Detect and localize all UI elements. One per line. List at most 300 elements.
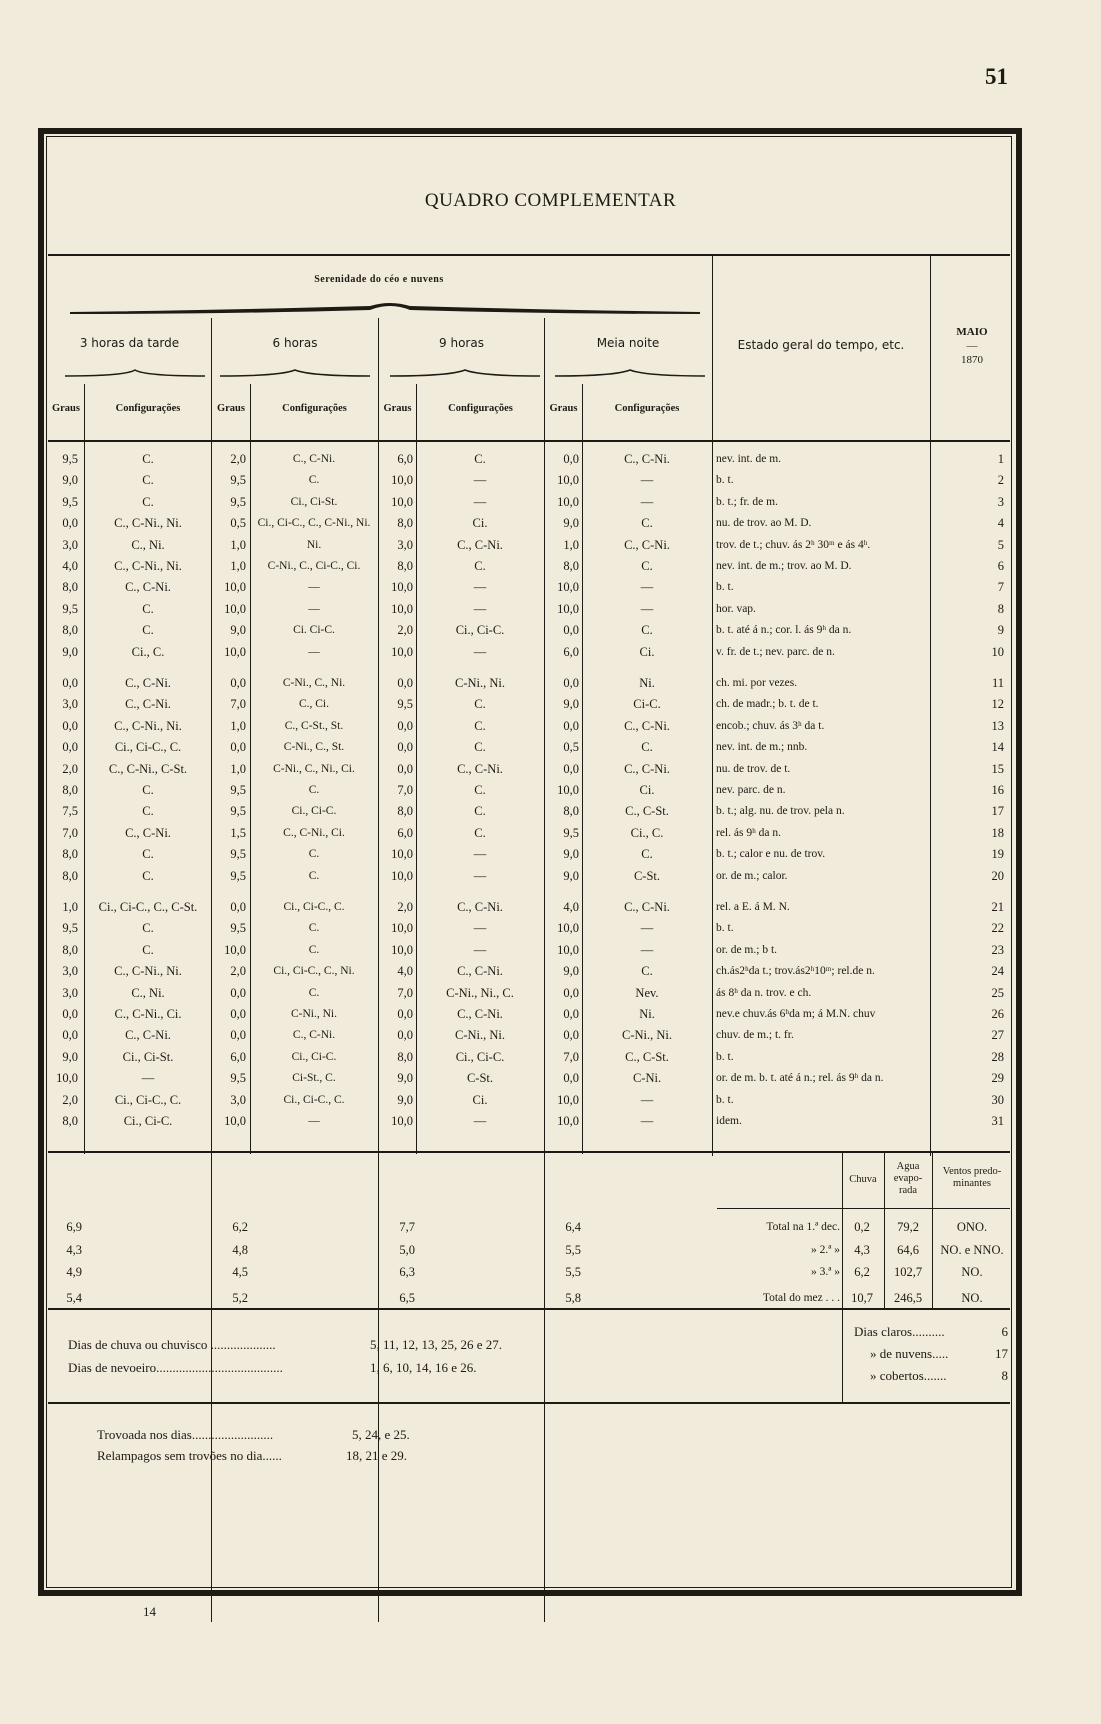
- graus-header-2: Graus: [216, 403, 245, 414]
- cell-graus-3h: 9,5: [62, 452, 78, 466]
- cell-config-3h: C., Ni.: [131, 985, 165, 1000]
- cell-config-mn: —: [640, 494, 654, 509]
- cell-config-6h: C., C-Ni., Ci.: [283, 826, 345, 839]
- cell-config-9h: C.: [474, 804, 486, 819]
- cell-config-3h: Ci., Ci-C., C.: [114, 1092, 182, 1107]
- cell-config-mn: C.: [641, 847, 653, 862]
- summary-gm: 5,8: [565, 1291, 581, 1305]
- nuvens-label: » de nuvens.....: [870, 1346, 949, 1361]
- cell-dia: 30: [991, 1092, 1004, 1107]
- cell-estado: b. t. até á n.; cor. l. ás 9ʰ da n.: [716, 624, 852, 637]
- cell-graus-9h: 10,0: [391, 580, 413, 595]
- cell-config-9h: —: [473, 580, 487, 595]
- cell-graus-3h: 8,0: [62, 623, 78, 638]
- cell-config-9h: Ci., Ci-C.: [455, 623, 505, 638]
- cell-config-mn: Ni.: [639, 676, 655, 690]
- cell-config-3h: C., C-Ni., Ci.: [114, 1007, 182, 1021]
- config-header-1: Configurações: [115, 403, 181, 414]
- cell-graus-mn: 9,5: [563, 825, 579, 840]
- cell-config-mn: —: [640, 473, 654, 488]
- cell-config-6h: Ci., Ci-St.: [290, 495, 338, 508]
- cell-estado: nev. int. de m.: [716, 453, 782, 465]
- cell-graus-mn: 10,0: [557, 580, 579, 595]
- summary-label: » 3.ª »: [810, 1266, 840, 1278]
- cell-estado: nev. int. de m.; trov. ao M. D.: [716, 560, 852, 572]
- summary-g3: 4,3: [66, 1243, 82, 1257]
- cell-graus-3h: 3,0: [62, 697, 78, 712]
- cell-graus-mn: 7,0: [563, 1049, 579, 1064]
- cell-config-6h: C.: [308, 943, 320, 956]
- agua-header: Agua evapo-rada: [893, 1161, 923, 1196]
- cell-config-mn: C., C-Ni.: [624, 537, 670, 552]
- cell-graus-mn: 8,0: [563, 559, 579, 573]
- cell-config-3h: C.: [142, 473, 154, 488]
- config-header-2: Configurações: [282, 403, 347, 414]
- cell-graus-mn: 0,0: [563, 761, 579, 776]
- cell-graus-3h: 9,0: [62, 473, 78, 488]
- cell-dia: 22: [991, 921, 1004, 936]
- ventos-header: Ventos predo-minantes: [942, 1166, 1002, 1189]
- cell-graus-9h: 8,0: [397, 559, 413, 573]
- cell-graus-6h: 10,0: [224, 942, 246, 957]
- cell-config-3h: C., C-Ni., Ni.: [114, 559, 182, 573]
- cell-graus-3h: 8,0: [62, 942, 78, 957]
- maio-label: MAIO: [956, 326, 988, 338]
- cell-config-3h: C.: [142, 783, 154, 797]
- cell-graus-mn: 8,0: [563, 804, 579, 819]
- cell-config-9h: —: [473, 868, 487, 883]
- cell-graus-6h: 9,5: [230, 804, 246, 819]
- cell-config-3h: C., C-Ni., C-St.: [108, 761, 188, 776]
- cell-graus-3h: 9,0: [62, 1049, 78, 1064]
- cell-estado: encob.; chuv. ás 3ʰ da t.: [716, 719, 825, 732]
- cell-graus-9h: 9,5: [397, 697, 413, 712]
- config-header-4: Configurações: [614, 403, 680, 414]
- cell-config-6h: Ci. Ci-C.: [293, 624, 335, 637]
- cell-config-3h: Ci., Ci-C., C., C-St.: [98, 900, 198, 914]
- summary-chuva: 10,7: [851, 1291, 873, 1305]
- cell-graus-3h: 0,0: [62, 718, 78, 733]
- cell-graus-6h: 0,0: [230, 985, 246, 1000]
- col-divider-maio: [930, 256, 931, 1156]
- cell-graus-9h: 8,0: [397, 804, 413, 819]
- summary-g3: 5,4: [66, 1291, 82, 1305]
- cell-estado: or. de m.; calor.: [716, 869, 788, 882]
- cell-config-6h: C.: [308, 848, 320, 861]
- cell-graus-3h: 10,0: [56, 1071, 78, 1086]
- cell-graus-6h: 0,0: [230, 900, 246, 914]
- cell-config-mn: Ci.: [639, 783, 655, 797]
- cell-graus-9h: 7,0: [397, 985, 413, 1000]
- cell-config-mn: C-Ni., Ni.: [622, 1028, 672, 1043]
- cell-graus-6h: 6,0: [230, 1049, 246, 1064]
- summary-header-rule: [717, 1208, 1010, 1209]
- cell-graus-9h: 10,0: [391, 942, 413, 957]
- cell-config-6h: —: [308, 1115, 320, 1127]
- cell-config-mn: C-St.: [633, 868, 661, 883]
- cell-graus-mn: 4,0: [563, 900, 579, 914]
- cell-graus-3h: 2,0: [62, 761, 78, 776]
- cell-graus-6h: 0,0: [230, 1007, 246, 1021]
- cell-config-9h: C-Ni., Ni.: [455, 1028, 505, 1043]
- cell-graus-9h: 10,0: [391, 473, 413, 488]
- cell-dia: 7: [997, 580, 1004, 595]
- cell-config-6h: C-Ni., C., Ci-C., Ci.: [267, 560, 361, 572]
- cell-config-mn: Ci.: [639, 644, 655, 659]
- page-number: 51: [985, 64, 1008, 89]
- cell-dia: 25: [991, 985, 1004, 1000]
- cell-config-mn: —: [640, 580, 654, 595]
- cell-config-mn: C.: [641, 740, 653, 755]
- cell-graus-mn: 0,0: [563, 1007, 579, 1021]
- cell-config-mn: C.: [641, 516, 653, 531]
- cell-config-mn: C.: [641, 964, 653, 979]
- cell-config-3h: C., Ni.: [131, 537, 165, 552]
- cell-config-6h: C-Ni., C., Ni., Ci.: [273, 762, 355, 775]
- cell-graus-mn: 0,0: [563, 676, 579, 690]
- cell-graus-9h: 8,0: [397, 1049, 413, 1064]
- cell-dia: 15: [991, 761, 1004, 776]
- cell-graus-mn: 1,0: [563, 537, 579, 552]
- summary-g3: 6,9: [66, 1220, 82, 1234]
- cell-graus-mn: 10,0: [557, 1114, 579, 1128]
- cell-estado: ch. de madr.; b. t. de t.: [716, 698, 819, 711]
- cell-graus-mn: 0,0: [563, 718, 579, 733]
- cell-config-9h: —: [473, 921, 487, 936]
- cell-graus-3h: 8,0: [62, 847, 78, 862]
- cell-graus-mn: 10,0: [557, 494, 579, 509]
- cell-config-6h: —: [308, 645, 320, 658]
- cell-config-6h: C., Ci.: [298, 698, 330, 711]
- cell-config-9h: C., C-Ni.: [457, 900, 503, 914]
- cell-estado: idem.: [716, 1115, 742, 1127]
- cell-config-6h: Ni.: [306, 538, 322, 551]
- cell-graus-9h: 3,0: [397, 537, 413, 552]
- cell-graus-9h: 0,0: [397, 740, 413, 755]
- cell-dia: 14: [991, 740, 1004, 755]
- cell-graus-9h: 10,0: [391, 847, 413, 862]
- cell-config-9h: C., C-Ni.: [457, 1007, 503, 1021]
- footer-mid-rule: [48, 1402, 1010, 1404]
- cell-config-3h: C.: [142, 601, 154, 616]
- cell-config-6h: Ci., Ci-C., C., Ni.: [273, 965, 355, 978]
- graus-header-4: Graus: [549, 403, 578, 414]
- cell-estado: or. de m.; b t.: [716, 943, 778, 956]
- cell-config-6h: Ci., Ci-C.: [291, 1050, 337, 1063]
- summary-g3: 4,9: [66, 1265, 82, 1279]
- cell-estado: b. t.: [716, 922, 734, 935]
- cell-graus-6h: 0,5: [230, 516, 246, 531]
- cell-graus-3h: 0,0: [62, 740, 78, 755]
- summary-g6: 4,8: [232, 1243, 248, 1257]
- summary-agua: 102,7: [893, 1265, 923, 1279]
- cell-config-9h: C.: [474, 559, 486, 573]
- cell-config-3h: C., C-Ni., Ni.: [114, 718, 182, 733]
- relampagos-value: 18, 21 e 29.: [346, 1448, 408, 1463]
- cell-config-3h: Ci., C.: [131, 644, 165, 659]
- cell-graus-6h: 9,5: [230, 494, 246, 509]
- nuvens-value: 17: [995, 1346, 1008, 1361]
- cell-graus-mn: 10,0: [557, 942, 579, 957]
- cell-graus-9h: 9,0: [397, 1071, 413, 1086]
- cell-graus-mn: 9,0: [563, 868, 579, 883]
- cell-config-9h: —: [473, 942, 487, 957]
- cell-graus-3h: 2,0: [62, 1092, 78, 1107]
- cell-graus-9h: 10,0: [391, 601, 413, 616]
- graus-header-3: Graus: [383, 403, 412, 414]
- cell-config-9h: C-St.: [466, 1071, 494, 1086]
- cell-config-9h: —: [473, 601, 487, 616]
- cell-config-3h: C.: [142, 452, 154, 466]
- cell-estado: ás 8ʰ da n. trov. e ch.: [716, 986, 812, 999]
- grid-v1: [84, 442, 85, 1154]
- cell-graus-6h: 3,0: [230, 1092, 246, 1107]
- cell-estado: b. t.; fr. de m.: [716, 495, 778, 508]
- cell-graus-mn: 10,0: [557, 601, 579, 616]
- cell-config-6h: C.: [308, 784, 320, 796]
- cell-config-9h: C-Ni., Ni.: [455, 676, 505, 690]
- cell-config-6h: Ci., Ci-C., C., C-Ni., Ni.: [257, 517, 371, 530]
- cell-config-9h: Ci.: [472, 516, 488, 531]
- cell-dia: 26: [991, 1007, 1004, 1021]
- cell-graus-3h: 0,0: [62, 1028, 78, 1043]
- cell-config-3h: C., C-Ni., Ni.: [114, 516, 182, 531]
- cell-graus-3h: 1,0: [62, 900, 78, 914]
- table-title: QUADRO COMPLEMENTAR: [424, 190, 677, 211]
- cell-graus-9h: 2,0: [397, 900, 413, 914]
- cell-config-mn: —: [640, 1114, 654, 1128]
- cell-config-6h: C., C-Ni.: [292, 1029, 336, 1042]
- cell-config-9h: C., C-Ni.: [457, 761, 503, 776]
- cell-config-9h: —: [473, 644, 487, 659]
- cell-graus-mn: 10,0: [557, 783, 579, 797]
- summary-gm: 6,4: [565, 1220, 581, 1234]
- cell-config-6h: C-Ni., C., Ni.: [282, 677, 346, 689]
- cell-estado: nev.e chuv.ás 6ʰda m; á M.N. chuv: [716, 1008, 876, 1020]
- cell-graus-9h: 6,0: [397, 452, 413, 466]
- cell-config-3h: Ci., Ci-C., C.: [114, 740, 182, 755]
- summary-chuva: 0,2: [854, 1220, 870, 1234]
- cell-dia: 3: [997, 494, 1004, 509]
- cell-config-6h: —: [308, 581, 320, 594]
- cell-dia: 8: [997, 601, 1004, 616]
- cell-config-mn: Ci., C.: [630, 825, 664, 840]
- cell-config-3h: C., C-Ni.: [125, 825, 171, 840]
- maio-header: [932, 325, 1012, 367]
- cell-graus-mn: 10,0: [557, 1092, 579, 1107]
- cell-graus-mn: 0,0: [563, 623, 579, 638]
- cell-graus-6h: 2,0: [230, 452, 246, 466]
- cell-graus-3h: 0,0: [62, 516, 78, 531]
- cell-graus-6h: 10,0: [224, 644, 246, 659]
- cell-config-9h: C.: [474, 825, 486, 840]
- cell-dia: 19: [991, 847, 1004, 862]
- cell-estado: b. t.; calor e nu. de trov.: [716, 848, 826, 861]
- cell-graus-3h: 8,0: [62, 580, 78, 595]
- cell-graus-9h: 8,0: [397, 516, 413, 531]
- cell-graus-6h: 9,5: [230, 473, 246, 488]
- cell-graus-3h: 9,5: [62, 601, 78, 616]
- relampagos-label: Relampagos sem trovões no dia......: [97, 1448, 282, 1463]
- cell-graus-mn: 9,0: [563, 847, 579, 862]
- cell-estado: rel. a E. á M. N.: [716, 901, 790, 913]
- cell-graus-3h: 7,0: [62, 825, 78, 840]
- footer-top-rule: [48, 1308, 1010, 1310]
- summary-top-rule: [48, 1151, 1010, 1153]
- cell-graus-9h: 2,0: [397, 623, 413, 638]
- cell-graus-6h: 7,0: [230, 697, 246, 712]
- trovoada-label: Trovoada nos dias.........................: [97, 1427, 274, 1442]
- header-top-rule: [48, 254, 1010, 256]
- period-divider-1: [211, 318, 212, 440]
- cell-graus-9h: 0,0: [397, 1028, 413, 1043]
- cell-graus-9h: 10,0: [391, 644, 413, 659]
- cell-config-9h: C., C-Ni.: [457, 964, 503, 979]
- cell-estado: b. t.; alg. nu. de trov. pela n.: [716, 805, 845, 818]
- cell-graus-6h: 0,0: [230, 740, 246, 755]
- cell-dia: 12: [991, 697, 1004, 712]
- cell-graus-6h: 10,0: [224, 1114, 246, 1128]
- cell-config-3h: C., C-Ni.: [125, 580, 171, 595]
- cell-graus-mn: 9,0: [563, 516, 579, 531]
- footer-divider: [842, 1310, 843, 1402]
- cell-config-mn: C., C-St.: [625, 804, 669, 819]
- chuva-days-value: 5, 11, 12, 13, 25, 26 e 27.: [370, 1337, 503, 1352]
- cell-config-6h: C., C-Ni.: [292, 453, 336, 465]
- cell-graus-9h: 0,0: [397, 1007, 413, 1021]
- cell-config-mn: —: [640, 1092, 654, 1107]
- maio-year: 1870: [961, 354, 983, 366]
- cell-estado: b. t.: [716, 1093, 734, 1106]
- cell-graus-6h: 1,0: [230, 559, 246, 573]
- nevoeiro-days-value: 1, 6, 10, 14, 16 e 26.: [370, 1360, 477, 1375]
- summary-label: Total do mez . . .: [762, 1292, 840, 1304]
- cell-graus-3h: 7,5: [62, 804, 78, 819]
- cell-config-6h: Ci., Ci-C.: [291, 805, 337, 818]
- cell-graus-6h: 10,0: [224, 580, 246, 595]
- cell-config-3h: C., C-Ni.: [125, 676, 171, 690]
- header-bottom-rule: [48, 440, 1010, 442]
- cell-estado: b. t.: [716, 1050, 734, 1063]
- summary-ventos: NO.: [961, 1265, 983, 1279]
- cell-config-3h: C.: [142, 623, 154, 638]
- cell-estado: rel. ás 9ʰ da n.: [716, 826, 782, 839]
- cell-dia: 4: [997, 516, 1004, 531]
- summary-label: Total na 1.ª dec.: [766, 1221, 840, 1233]
- cell-config-9h: —: [473, 494, 487, 509]
- summary-label: » 2.ª »: [810, 1244, 840, 1256]
- cell-graus-9h: 0,0: [397, 761, 413, 776]
- cell-dia: 31: [991, 1114, 1004, 1128]
- summary-g6: 5,2: [232, 1291, 248, 1305]
- cell-graus-6h: 10,0: [224, 601, 246, 616]
- chuva-days-label: Dias de chuva ou chuvisco ....................: [68, 1337, 276, 1352]
- cell-graus-6h: 1,0: [230, 761, 246, 776]
- cell-graus-6h: 9,5: [230, 783, 246, 797]
- cell-config-9h: —: [473, 1114, 487, 1128]
- cell-config-mn: Ci-C.: [633, 697, 661, 712]
- cell-dia: 9: [997, 623, 1004, 638]
- cell-graus-3h: 3,0: [62, 537, 78, 552]
- period-divider-3: [544, 318, 545, 440]
- cell-config-9h: C.: [474, 718, 486, 733]
- cell-config-mn: —: [640, 601, 654, 616]
- summary-chuva: 6,2: [854, 1265, 870, 1279]
- summary-g6: 4,5: [232, 1265, 248, 1279]
- cell-config-3h: C., C-Ni.: [125, 1028, 171, 1043]
- summary-ventos: NO.: [961, 1291, 983, 1305]
- cell-graus-mn: 9,0: [563, 697, 579, 712]
- cell-estado: or. de m. b. t. até á n.; rel. ás 9ʰ da n.: [716, 1072, 884, 1085]
- cell-graus-mn: 0,0: [563, 1028, 579, 1043]
- cell-config-3h: C., C-Ni., Ni.: [114, 964, 182, 979]
- cell-dia: 20: [991, 868, 1004, 883]
- cell-graus-9h: 10,0: [391, 494, 413, 509]
- summary-g9: 6,3: [399, 1265, 415, 1279]
- cell-config-9h: Ci.: [472, 1092, 488, 1107]
- chuva-header: Chuva: [849, 1174, 877, 1185]
- cell-dia: 17: [991, 804, 1004, 819]
- cell-config-mn: C.: [641, 559, 653, 573]
- cell-graus-9h: 10,0: [391, 921, 413, 936]
- cell-estado: nu. de trov. de t.: [716, 762, 791, 775]
- cell-estado: ch.ás2ʰda t.; trov.ás2ʰ10ᵐ; rel.de n.: [716, 965, 875, 978]
- cell-config-6h: —: [308, 602, 320, 615]
- cell-dia: 11: [991, 676, 1004, 690]
- cell-config-9h: C.: [474, 783, 486, 797]
- summary-ventos: NO. e NNO.: [940, 1243, 1004, 1257]
- cell-estado: chuv. de m.; t. fr.: [716, 1029, 794, 1042]
- cell-config-9h: Ci., Ci-C.: [455, 1049, 505, 1064]
- summary-g6: 6,2: [232, 1220, 248, 1234]
- period-header-3h: 3 horas da tarde: [79, 336, 180, 350]
- cell-config-mn: C., C-Ni.: [624, 761, 670, 776]
- cell-graus-3h: 8,0: [62, 868, 78, 883]
- cell-dia: 23: [991, 942, 1004, 957]
- cell-graus-mn: 0,0: [563, 985, 579, 1000]
- cell-graus-6h: 0,0: [230, 676, 246, 690]
- cell-dia: 6: [997, 559, 1004, 573]
- cell-dia: 24: [991, 964, 1004, 979]
- cell-graus-9h: 10,0: [391, 868, 413, 883]
- cell-config-9h: C.: [474, 740, 486, 755]
- cell-graus-6h: 1,0: [230, 718, 246, 733]
- cell-config-3h: Ci., Ci-C.: [123, 1114, 173, 1128]
- summary-gm: 5,5: [565, 1265, 581, 1279]
- cell-config-9h: —: [473, 473, 487, 488]
- cell-graus-9h: 9,0: [397, 1092, 413, 1107]
- cell-config-mn: C., C-Ni.: [624, 718, 670, 733]
- cell-config-6h: C., C-St., St.: [284, 719, 344, 732]
- cell-config-mn: Ni.: [639, 1007, 655, 1021]
- cell-config-mn: C., C-Ni.: [624, 452, 670, 466]
- cell-graus-3h: 3,0: [62, 964, 78, 979]
- cell-graus-mn: 0,5: [563, 740, 579, 755]
- cell-config-6h: C-Ni., Ni.: [291, 1008, 337, 1020]
- cell-config-9h: C., C-Ni.: [457, 537, 503, 552]
- cell-graus-3h: 9,0: [62, 644, 78, 659]
- cell-graus-9h: 7,0: [397, 783, 413, 797]
- summary-agua: 64,6: [897, 1243, 919, 1257]
- period-braces: [55, 366, 705, 380]
- summary-agua: 246,5: [893, 1291, 923, 1305]
- cell-dia: 29: [991, 1071, 1004, 1086]
- maio-dash: —: [966, 340, 978, 352]
- cell-graus-9h: 10,0: [391, 1114, 413, 1128]
- serenidade-header: Serenidade do céo e nuvens: [314, 274, 444, 285]
- estado-header: Estado geral do tempo, etc.: [737, 338, 905, 352]
- cell-graus-3h: 4,0: [62, 559, 78, 573]
